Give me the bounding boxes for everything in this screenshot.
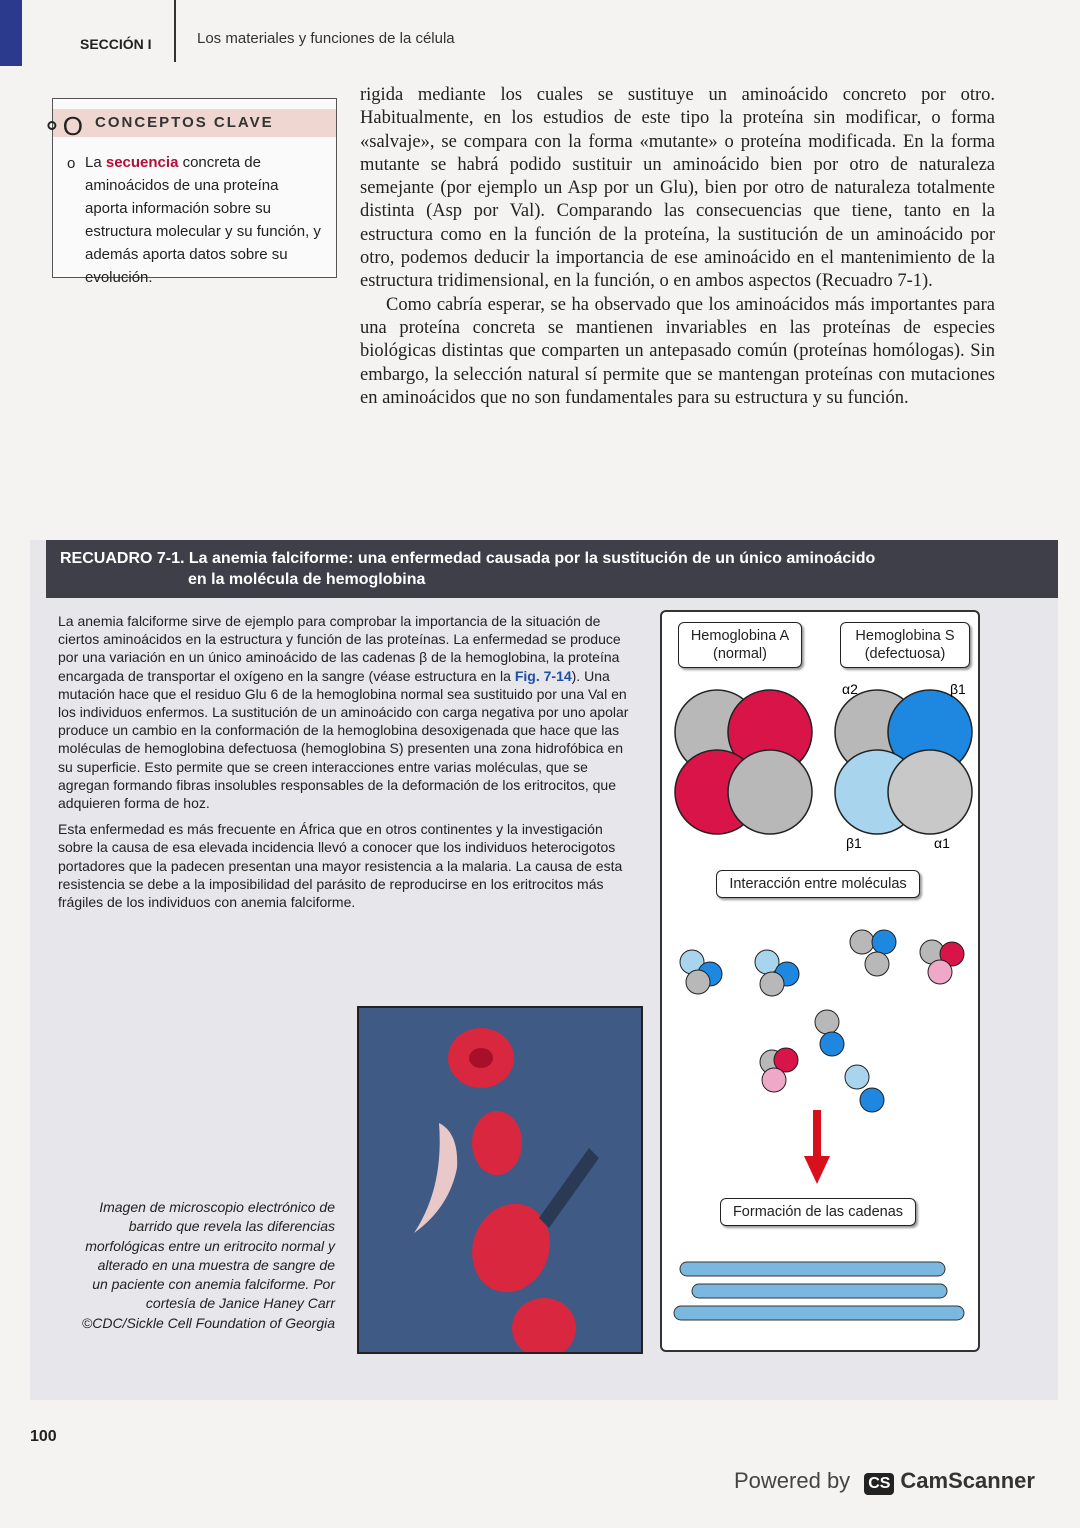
paragraph: Como cabría esperar, se ha observado que los aminoácidos más importantes para una proteína concreta se mantienen invariables en las proteínas de especies biológicas distintas que comparten un antepasado común (proteínas homólogas). Sin embargo, la selección natural sí permite que se mantengan proteínas con mutaciones en aminoácidos que no son fundamentales para su estructura y su función.: [360, 294, 995, 408]
label-beta1-top: β1: [950, 681, 966, 697]
page-number: 100: [30, 1428, 57, 1445]
key-concepts-title: CONCEPTOS CLAVE: [53, 109, 336, 137]
highlight: secuencia: [105, 154, 179, 171]
recuadro-title: RECUADRO 7-1. La anemia falciforme: una enfermedad causada por la sustitución de un único aminoácido en la molécula de hemoglobina: [46, 540, 1058, 598]
label-hemoglobin-a: Hemoglobina A (normal): [678, 622, 802, 668]
paragraph: La anemia falciforme sirve de ejemplo para comprobar la importancia de la situación de ciertos aminoácidos en la estructura y función de las proteínas. La enfermedad se produce por una variación en un único aminoácido de las cadenas β de la hemoglobina, la proteína encargada de transportar el oxígeno en la sangre (véase estructura en la Fig. 7-14). Una mutación hace que el residuo Glu 6 de la hemoglobina normal sea sustituido por una Val en los individuos enfermos. La sustitución de un aminoácido con carga negativa por uno apolar produce un cambio en la conformación de la hemoglobina desoxigenada que hace que las moléculas de hemoglobina defectuosa (hemoglobina S) presenten una zona hidrofóbica en su superficie. Esto permite que se creen interacciones entre varias moléculas, que se agregan formando fibras insolubles responsables de la deformación de los eritrocitos, que adquieren forma de hoz.: [58, 613, 629, 812]
micrograph-image: [357, 1006, 643, 1354]
divider: [174, 0, 176, 62]
key-concepts-box: [41, 98, 337, 286]
label-alpha2: α2: [842, 681, 858, 697]
section-tab: [0, 0, 22, 66]
aggregating-molecules: [680, 930, 964, 1112]
hemoglobin-diagram: [660, 610, 980, 1352]
recuadro-text: [58, 612, 638, 911]
main-text: [360, 84, 995, 410]
figure-link[interactable]: Fig. 7-14: [514, 667, 572, 684]
chapter-title: Los materiales y funciones de la célula: [197, 30, 455, 47]
hemoglobin-s: [835, 690, 972, 834]
label-alpha1: α1: [934, 835, 950, 851]
image-caption: Imagen de microscopio electrónico de barrido que revela las diferencias morfológicas entre un eritrocito normal y alterado en una muestra de sangre de un paciente con anemia falciforme. Por cortesía de Janice Haney Carr ©CDC/Sickle Cell Foundation of Georgia: [81, 1199, 335, 1331]
section-label: SECCIÓN I: [80, 36, 152, 52]
fiber-chains: [674, 1262, 964, 1320]
label-interaction: Interacción entre moléculas: [716, 870, 920, 898]
ring-icon: ⚬O: [41, 111, 84, 141]
key-concept-item: o La secuencia concreta de aminoácidos de una proteína aporta información sobre su estructura molecular y su función, y además aporta datos sobre su evolución.: [67, 154, 321, 286]
label-chain-formation: Formación de las cadenas: [720, 1198, 916, 1226]
label-hemoglobin-s: Hemoglobina S (defectuosa): [840, 622, 970, 668]
label-beta1-bottom: β1: [846, 835, 862, 851]
camscanner-logo-icon: CS: [864, 1473, 894, 1495]
camscanner-watermark: Powered by CS CamScanner: [734, 1468, 1035, 1493]
paragraph: Esta enfermedad es más frecuente en África que en otros continentes y la investigación sobre la causa de esa elevada incidencia llevó a conocer que los individuos heterocigotos portadores que la padecen presentan una mayor resistencia a la malaria. La causa de esta resistencia se debe a la imposibilidad del parásito de reproducirse en los eritrocitos más frágiles de los individuos con anemia falciforme.: [58, 821, 623, 911]
hemoglobin-a: [675, 690, 812, 834]
bullet-icon: o: [67, 155, 76, 172]
down-arrow-icon: [804, 1110, 830, 1186]
paragraph: rigida mediante los cuales se sustituye un aminoácido concreto por otro. Habitualmente, en los estudios de este tipo la proteína sin modificar, o forma «salvaje», se compara con la forma «mutante» o proteína modificada. En la forma mutante se habrá podido sustituir un aminoácido bien por otro de naturaleza semejante (por ejemplo un Asp por un Glu), bien por otro de naturaleza totalmente distinta (Asp por Val). Comparando las consecuencias que tiene, tanto en la estructura como en la función de la proteína, la sustitución de un aminoácido por otro, podemos deducir la importancia de ese aminoácido en el mantenimiento de la estructura tridimensional, en la función, o en ambos aspectos (Recuadro 7-1).: [360, 85, 995, 292]
